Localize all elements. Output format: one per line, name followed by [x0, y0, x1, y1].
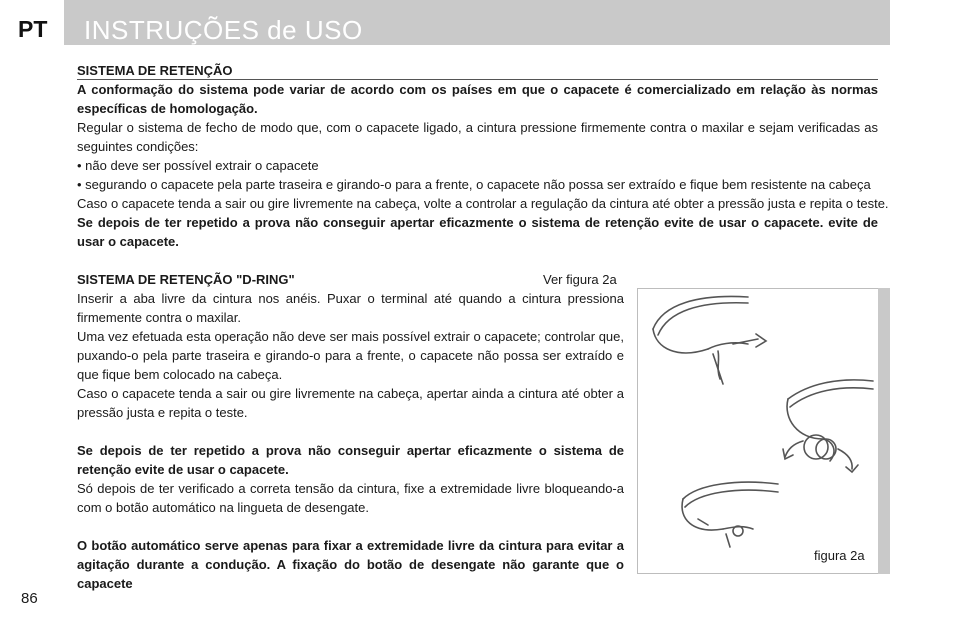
language-code: PT: [18, 16, 48, 42]
section1-heading: SISTEMA DE RETENÇÃO: [77, 63, 233, 78]
section2-paragraph-1: Inserir a aba livre da cintura nos anéis. Puxar o terminal até quando a cintura pressiona firmemente contra o maxilar.: [77, 291, 624, 325]
figure-caption: figura 2a: [814, 548, 865, 563]
figure-side-bar: [878, 288, 890, 574]
header-bar: [64, 0, 890, 45]
section1-bullet-1: • não deve ser possível extrair o capacete: [77, 158, 319, 173]
section1-intro: A conformação do sistema pode variar de acordo com os países em que o capacete é comercializado em relação às normas específicas de homologação.: [77, 82, 878, 116]
page-number: 86: [21, 590, 38, 607]
section1-paragraph-1: Regular o sistema de fecho de modo que, com o capacete ligado, a cintura pressione firmemente contra o maxilar e sejam verificadas as seguintes condições:: [77, 120, 878, 154]
section2-heading: SISTEMA DE RETENÇÃO "D-RING": [77, 272, 295, 287]
section2-warning: Se depois de ter repetido a prova não conseguir apertar eficazmente o sistema de retenção evite de usar o capacete.: [77, 443, 624, 477]
figure-2a: [637, 288, 880, 574]
section1-paragraph-2: Caso o capacete tenda a sair ou gire livremente na cabeça, volte a controlar a regulação da cintura até obter a pressão justa e repita o teste.: [77, 196, 889, 211]
section2-paragraph-4: Só depois de ter verificado a correta tensão da cintura, fixe a extremidade livre bloqueando-a com o botão automático na lingueta de desengate.: [77, 481, 624, 515]
section1-warning: Se depois de ter repetido a prova não conseguir apertar eficazmente o sistema de retenção evite de usar o capacete. evite de usar o capacete.: [77, 215, 878, 249]
section2-final-note: O botão automático serve apenas para fixar a extremidade livre da cintura para evitar a agitação durante a condução. A fixação do botão de desengate não garante que o capacete: [77, 538, 624, 591]
section2-paragraph-3: Caso o capacete tenda a sair ou gire livremente na cabeça, apertar ainda a cintura até obter a pressão justa e repita o teste.: [77, 386, 624, 420]
d-ring-illustration: [638, 289, 879, 573]
section1-bullet-2: • segurando o capacete pela parte traseira e girando-o para a frente, o capacete não possa ser extraído e fique bem resistente na cabeça: [77, 177, 871, 192]
see-figure-label: Ver figura 2a: [543, 272, 617, 287]
page-title: INSTRUÇÕES de USO: [84, 15, 363, 45]
section2-paragraph-2: Uma vez efetuada esta operação não deve ser mais possível extrair o capacete; controlar que, puxando-o pela parte traseira e girando-o para a frente, o capacete não possa ser extraído e que fique bem colocado na cabeça.: [77, 329, 624, 382]
